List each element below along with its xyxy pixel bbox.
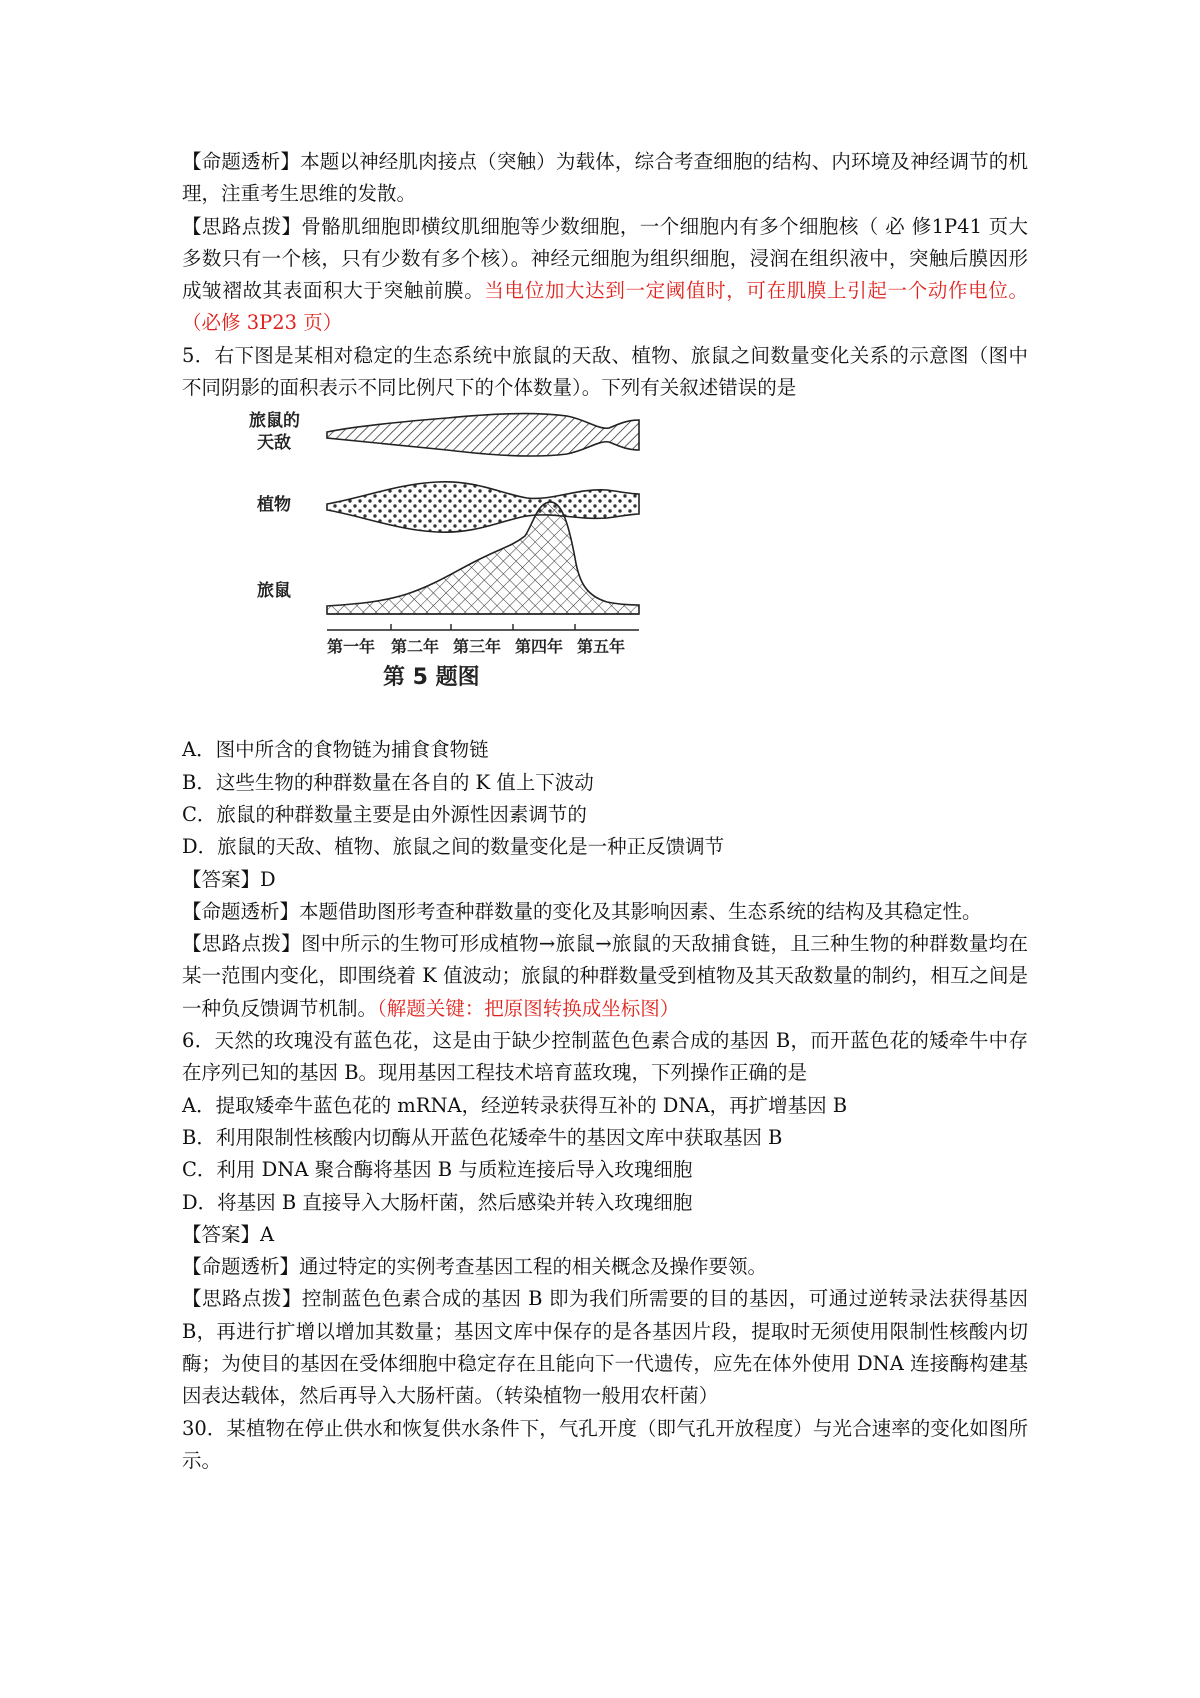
figure-5 xyxy=(182,404,1028,734)
label-plant: 植物 xyxy=(257,495,291,516)
question-5-hint xyxy=(182,928,1028,1025)
hint-red-note: 当电位加大达到一定阈值时，可在肌膜上引起一个动作电位。（必修 3P23 页） xyxy=(182,279,1028,335)
question-5-option-c: C．旅鼠的种群数量主要是由外源性因素调节的 xyxy=(182,802,587,826)
year-label-1: 第一年 xyxy=(327,637,376,657)
question-6-option-a: A．提取矮牵牛蓝色花的 mRNA，经逆转录获得互补的 DNA，再扩增基因 B xyxy=(182,1093,848,1117)
question-5-option-b: B．这些生物的种群数量在各自的 K 值上下波动 xyxy=(182,770,594,794)
question-5-stem: 5．右下图是某相对稳定的生态系统中旅鼠的天敌、植物、旅鼠之间数量变化关系的示意图（图中不同阴影的面积表示不同比例尺下的个体数量）。下列有关叙述错误的是 xyxy=(182,343,1028,400)
hint-red-note: （解题关键：把原图转换成坐标图） xyxy=(377,996,680,1020)
hint-paragraph-q4 xyxy=(182,211,1028,340)
question-6-hint: 【思路点拨】控制蓝色色素合成的基因 B 即为我们所需要的目的基因，可通过逆转录法获得基因 B，再进行扩增以增加其数量；基因文库中保存的是各基因片段，提取时无须使用限制性核酸内切酶；为使目的基因在受体细胞中稳定存在且能向下一代遗传，应先在体外使用 DNA 连接酶构建基因表达载体，然后再导入大肠杆菌。（转染植物一般用农杆菌） xyxy=(182,1287,1028,1408)
predator-band xyxy=(327,414,639,457)
question-6-option-b: B．利用限制性核酸内切酶从开蓝色花矮牵牛的基因文库中获取基因 B xyxy=(182,1125,783,1149)
question-5-option-d: D．旅鼠的天敌、植物、旅鼠之间的数量变化是一种正反馈调节 xyxy=(182,835,725,859)
analysis-paragraph-q4: 【命题透析】本题以神经肌肉接点（突触）为载体，综合考查细胞的结构、内环境及神经调节的机理，注重考生思维的发散。 xyxy=(182,150,1028,206)
year-label-2: 第二年 xyxy=(391,637,440,657)
figure-5-diagram xyxy=(249,408,887,730)
figure-caption: 第 5 题图 xyxy=(383,665,480,691)
year-label-4: 第四年 xyxy=(515,637,564,657)
hint-text: 【思路点拨】骨骼肌细胞即横纹肌细胞等少数细胞，一个细胞内有多个细胞核（ 必 修1P41 页大多数只有一个核，只有少数有多个核）。神经元细胞为组织细胞，浸润在组织液中，突触后膜因形成皱褶故其表面积大于突触前膜。 xyxy=(182,214,1028,303)
year-label-3: 第三年 xyxy=(453,637,502,657)
question-5-analysis: 【命题透析】本题借助图形考查种群数量的变化及其影响因素、生态系统的结构及其稳定性。 xyxy=(182,899,982,923)
year-label-5: 第五年 xyxy=(577,637,626,657)
question-5-answer: 【答案】D xyxy=(182,867,276,891)
question-30-stem: 30．某植物在停止供水和恢复供水条件下，气孔开度（即气孔开放程度）与光合速率的变化如图所示。 xyxy=(182,1416,1028,1472)
question-6-stem: 6．天然的玫瑰没有蓝色花，这是由于缺少控制蓝色色素合成的基因 B，而开蓝色花的矮牵牛中存在序列已知的基因 B。现用基因工程技术培育蓝玫瑰，下列操作正确的是 xyxy=(182,1029,1028,1085)
question-6-answer: 【答案】A xyxy=(182,1222,275,1246)
question-6-option-c: C．利用 DNA 聚合酶将基因 B 与质粒连接后导入玫瑰细胞 xyxy=(182,1158,693,1182)
hint-text: 【思路点拨】图中所示的生物可形成植物→旅鼠→旅鼠的天敌捕食链，且三种生物的种群数量均在某一范围内变化，即围绕着 K 值波动；旅鼠的种群数量受到植物及其天敌数量的制约，相互之间是一种负反馈调节机制。 xyxy=(182,932,1028,1020)
question-5-option-a: A．图中所含的食物链为捕食食物链 xyxy=(182,738,489,762)
document-content xyxy=(182,146,1028,1477)
question-6-option-d: D．将基因 B 直接导入大肠杆菌，然后感染并转入玫瑰细胞 xyxy=(182,1190,693,1214)
question-6-analysis: 【命题透析】通过特定的实例考查基因工程的相关概念及操作要领。 xyxy=(182,1255,768,1279)
label-lemming: 旅鼠 xyxy=(257,581,291,602)
plant-band xyxy=(327,482,639,532)
label-predator-line2: 天敌 xyxy=(257,433,291,454)
label-predator-line1: 旅鼠的 xyxy=(249,411,300,432)
